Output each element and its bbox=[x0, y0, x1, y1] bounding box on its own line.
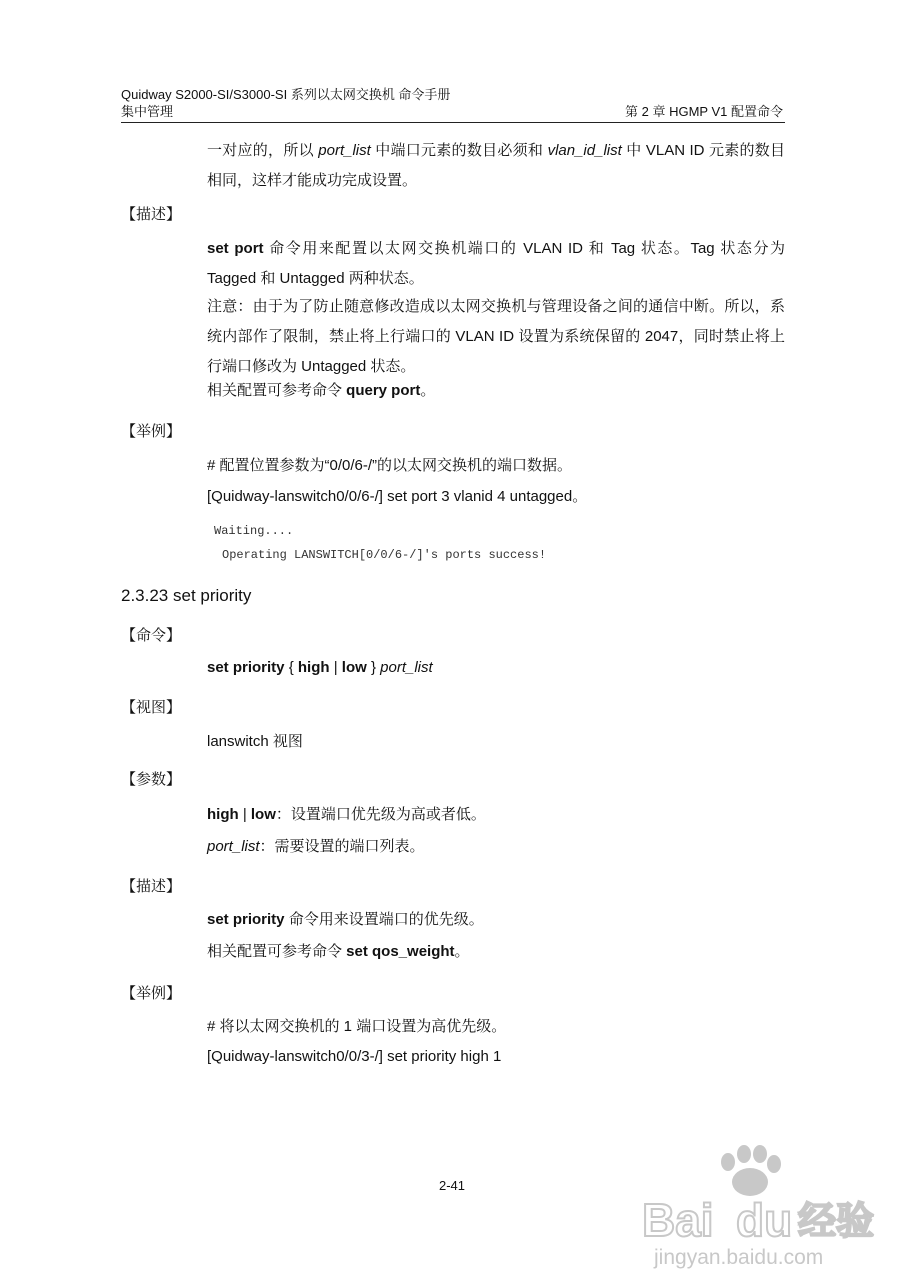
baidu-watermark-logo bbox=[640, 1140, 890, 1270]
param-high-low: high | low：设置端口优先级为高或者低。 bbox=[207, 806, 486, 823]
describe-paragraph-2: 注意：由于为了防止随意修改造成以太网交换机与管理设备之间的通信中断。所以，系统内部作了限制，禁止将上行端口的 VLAN ID 设置为系统保留的 2047，同时禁止将上行端口修改为 Untagged 状态。 bbox=[207, 298, 785, 375]
example-output-line: Waiting.... bbox=[214, 524, 294, 538]
paw-icon bbox=[721, 1145, 781, 1196]
page-header bbox=[121, 86, 783, 120]
example-output-line: Operating LANSWITCH[0/0/6-/]'s ports success! bbox=[222, 548, 547, 562]
label-example: 【举例】 bbox=[121, 423, 182, 440]
page-number: 2-41 bbox=[438, 1178, 466, 1193]
watermark-cn: 经验 bbox=[798, 1199, 875, 1243]
describe-paragraph-3: 相关配置可参考命令 query port。 bbox=[207, 382, 436, 399]
watermark-brand-du: du bbox=[736, 1194, 793, 1246]
label-describe: 【描述】 bbox=[121, 878, 182, 895]
label-params: 【参数】 bbox=[121, 771, 182, 788]
example-comment: # 配置位置参数为“0/0/6-/”的以太网交换机的端口数据。 bbox=[207, 457, 573, 474]
watermark-brand: Bai bbox=[642, 1194, 714, 1246]
param-port-list: port_list：需要设置的端口列表。 bbox=[207, 838, 425, 855]
label-command: 【命令】 bbox=[121, 627, 182, 644]
header-title: Quidway S2000-SI/S3000-SI 系列以太网交换机 命令手册 bbox=[121, 87, 451, 102]
command-syntax: set priority { high | low } port_list bbox=[207, 659, 433, 676]
label-view: 【视图】 bbox=[121, 699, 182, 716]
label-describe: 【描述】 bbox=[121, 206, 182, 223]
section-heading: 2.3.23 set priority bbox=[121, 586, 252, 605]
describe-paragraph-1: set port 命令用来配置以太网交换机端口的 VLAN ID 和 Tag 状态。Tag 状态分为 Tagged 和 Untagged 两种状态。 bbox=[207, 240, 785, 287]
label-example: 【举例】 bbox=[121, 985, 182, 1002]
header-section: 集中管理 bbox=[121, 104, 174, 119]
example-command: [Quidway-lanswitch0/0/6-/] set port 3 vlanid 4 untagged。 bbox=[207, 488, 588, 505]
view-text: lanswitch 视图 bbox=[207, 733, 303, 750]
describe-priority-1: set priority 命令用来设置端口的优先级。 bbox=[207, 911, 484, 928]
intro-paragraph: 一对应的，所以 port_list 中端口元素的数目必须和 vlan_id_list 中 VLAN ID 元素的数目相同，这样才能成功完成设置。 bbox=[207, 142, 785, 189]
watermark-url: jingyan.baidu.com bbox=[654, 1246, 824, 1269]
header-rule bbox=[121, 122, 785, 123]
example-comment: # 将以太网交换机的 1 端口设置为高优先级。 bbox=[207, 1018, 507, 1035]
example-command: [Quidway-lanswitch0/0/3-/] set priority high 1 bbox=[207, 1048, 502, 1065]
describe-priority-2: 相关配置可参考命令 set qos_weight。 bbox=[207, 943, 470, 960]
header-chapter: 第 2 章 HGMP V1 配置命令 bbox=[625, 104, 783, 119]
